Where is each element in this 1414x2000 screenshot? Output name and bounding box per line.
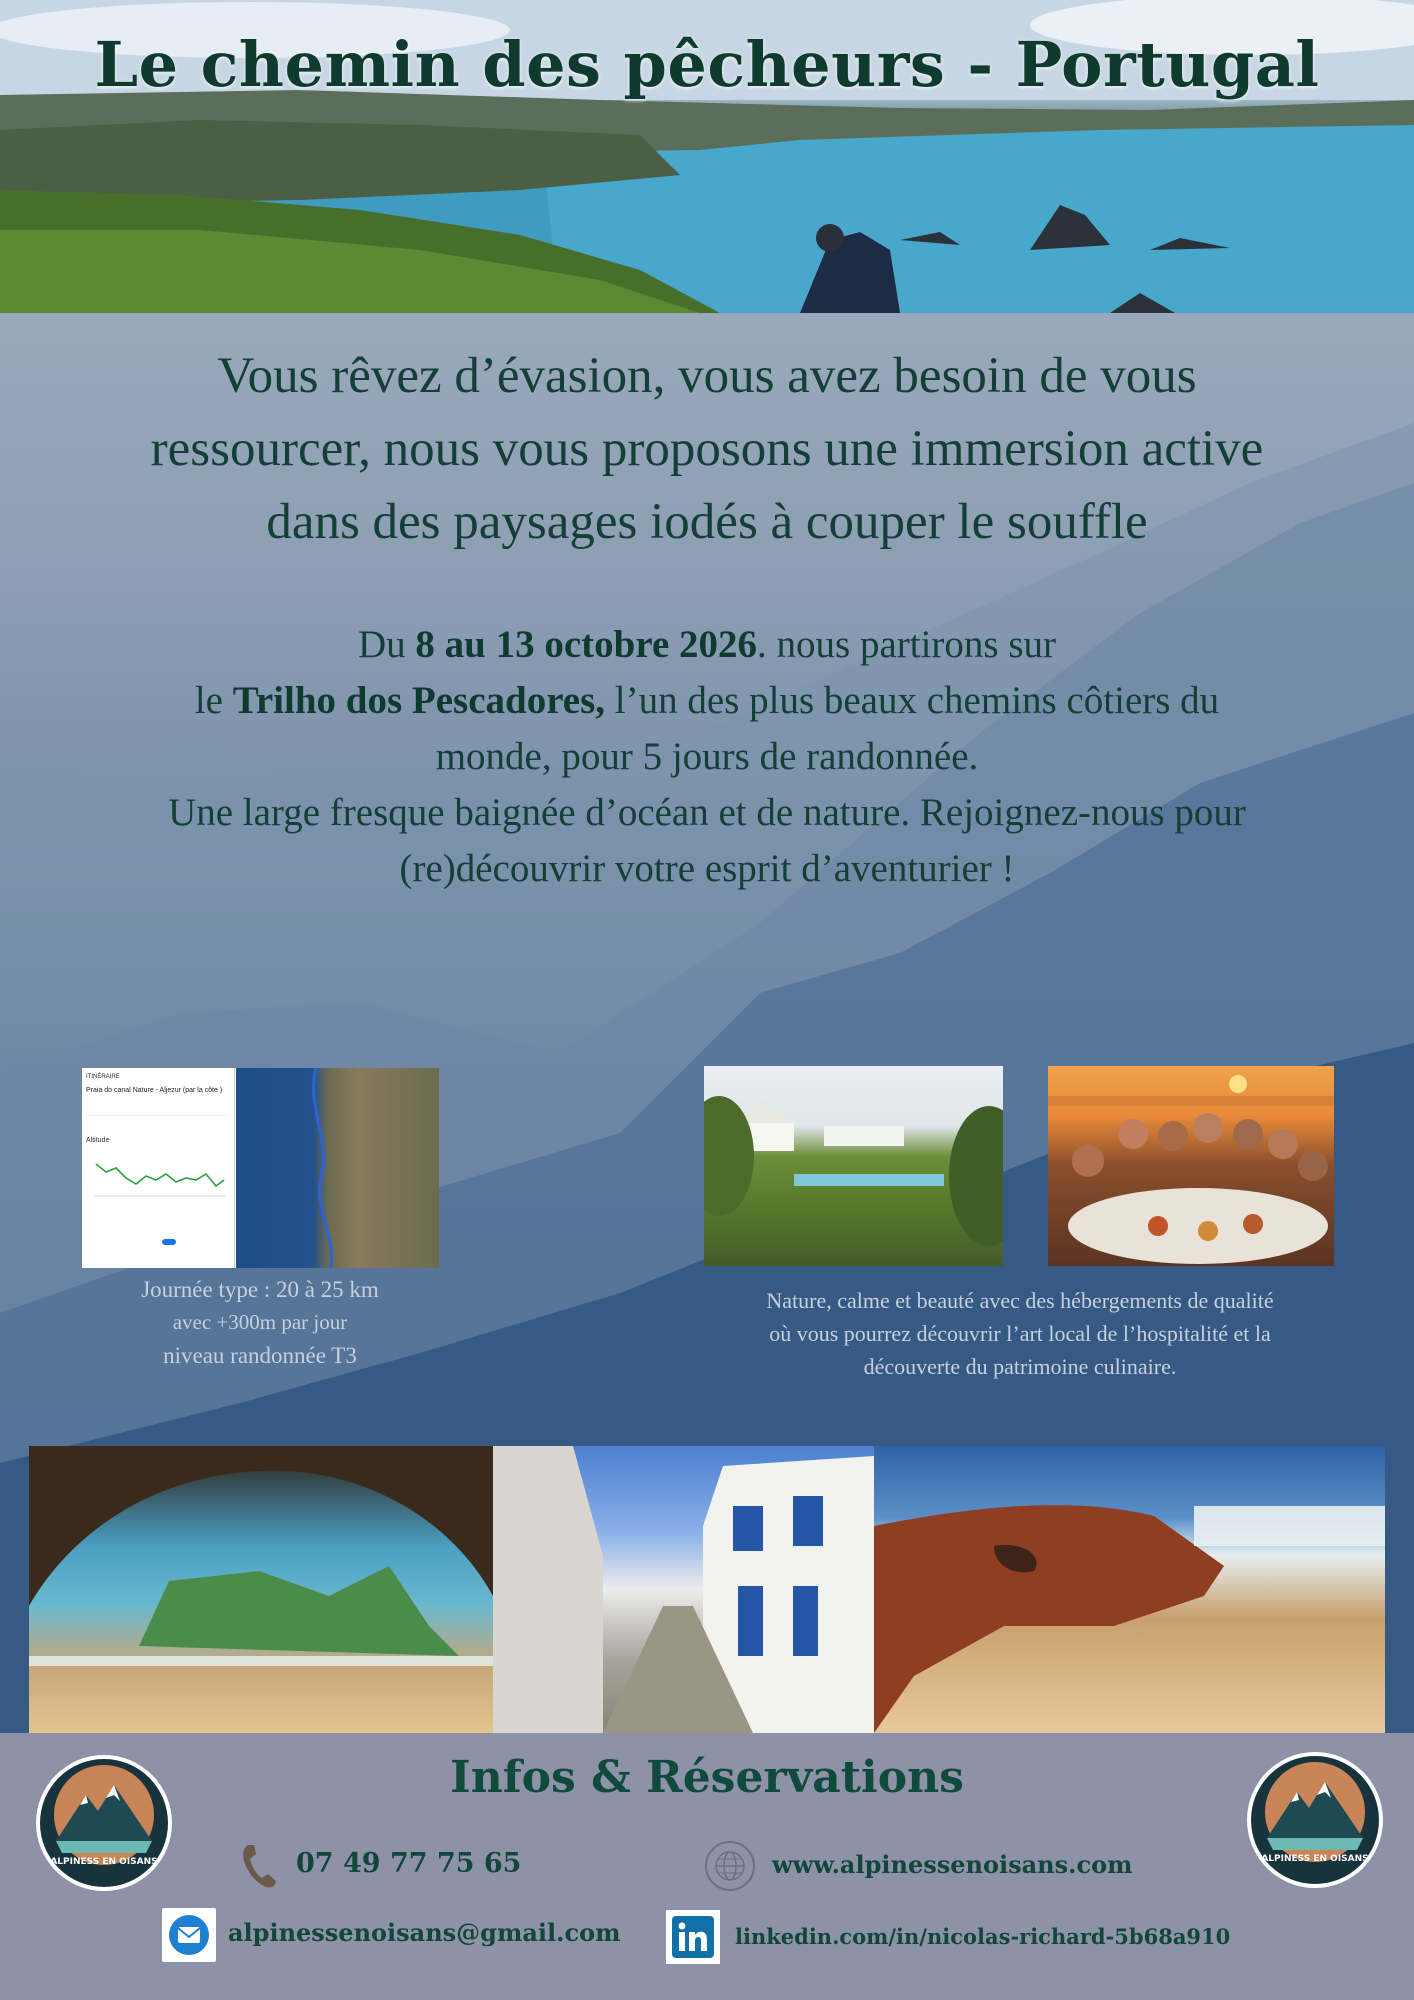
mountain-logo-icon: [34, 1753, 174, 1893]
intro-lead-line: ressourcer, nous vous proposons une immersion active: [150, 421, 1264, 477]
altitude-profile: [86, 1144, 226, 1204]
altitude-label: Altitude: [86, 1137, 110, 1144]
footer-title: Infos & Réservations: [450, 1752, 964, 1803]
description-line: (re)découvrir votre esprit d’aventurier !: [399, 847, 1015, 890]
caption-line: découverte du patrimoine culinaire.: [863, 1354, 1177, 1379]
caption-line: où vous pourrez découvrir l’art local de l’hospitalité et la: [769, 1321, 1271, 1346]
dates-prefix: Du: [358, 623, 416, 666]
trail-line: [60, 673, 1354, 729]
trail-name: Trilho dos Pescadores,: [232, 679, 606, 722]
trail-prefix: le: [194, 679, 233, 722]
description-line: Une large fresque baignée d’océan et de nature. Rejoignez-nous pour: [168, 791, 1246, 834]
logo-text: ALPINESS EN OISANS: [1261, 1854, 1369, 1864]
description-line: monde, pour 5 jours de randonnée.: [435, 735, 979, 778]
dinner-photo: [1048, 1066, 1334, 1266]
satellite-map: [236, 1068, 439, 1268]
caption-line: Journée type : 20 à 25 km: [141, 1277, 379, 1302]
caption-line: avec +300m par jour: [172, 1310, 348, 1334]
village-street-photo: [493, 1446, 874, 1733]
route-map-screenshot: ITINÉRAIRE Praia do canal Nature - Aljezur (par la côte ) Altitude: [82, 1068, 439, 1268]
mountain-logo-icon: [1245, 1750, 1385, 1890]
phone-number[interactable]: 07 49 77 75 65: [296, 1848, 522, 1879]
linkedin-link[interactable]: linkedin.com/in/nicolas-richard-5b68a910: [735, 1924, 1231, 1949]
day-info-caption: [60, 1273, 460, 1372]
logo-text: ALPINESS EN OISANS: [50, 1857, 158, 1867]
page-title: Le chemin des pêcheurs - Portugal: [94, 28, 1320, 101]
trip-dates: 8 au 13 octobre 2026: [415, 623, 758, 666]
intro-lead: [60, 340, 1354, 559]
dates-suffix: . nous partirons sur: [757, 623, 1056, 666]
route-title: Praia do canal Nature - Aljezur (par la côte ): [86, 1087, 223, 1094]
envelope-icon: [162, 1908, 216, 1962]
dates-line: [60, 617, 1354, 673]
brand-logo-left: [34, 1753, 174, 1893]
website-link[interactable]: www.alpinessenoisans.com: [772, 1850, 1133, 1879]
intro-lead-line: Vous rêvez d’évasion, vous avez besoin de vous: [217, 348, 1197, 404]
email-link[interactable]: alpinessenoisans@gmail.com: [228, 1918, 621, 1947]
linkedin-icon: [666, 1910, 720, 1964]
trail-suffix: l’un des plus beaux chemins côtiers du: [605, 679, 1220, 722]
beach-rocks-photo: [874, 1446, 1385, 1733]
globe-icon: [704, 1840, 756, 1892]
trip-description: [60, 617, 1354, 897]
header-banner-photo: [0, 0, 1414, 313]
accommodation-caption: [690, 1284, 1350, 1383]
accommodation-photo: [704, 1066, 1003, 1266]
caption-line: Nature, calme et beauté avec des hébergements de qualité: [766, 1288, 1274, 1313]
caption-line: niveau randonnée T3: [163, 1343, 357, 1368]
phone-icon: [240, 1843, 280, 1889]
sea-cave-photo: [29, 1446, 493, 1733]
intro-lead-line: dans des paysages iodés à couper le souffle: [266, 494, 1148, 550]
brand-logo-right: [1245, 1750, 1385, 1890]
